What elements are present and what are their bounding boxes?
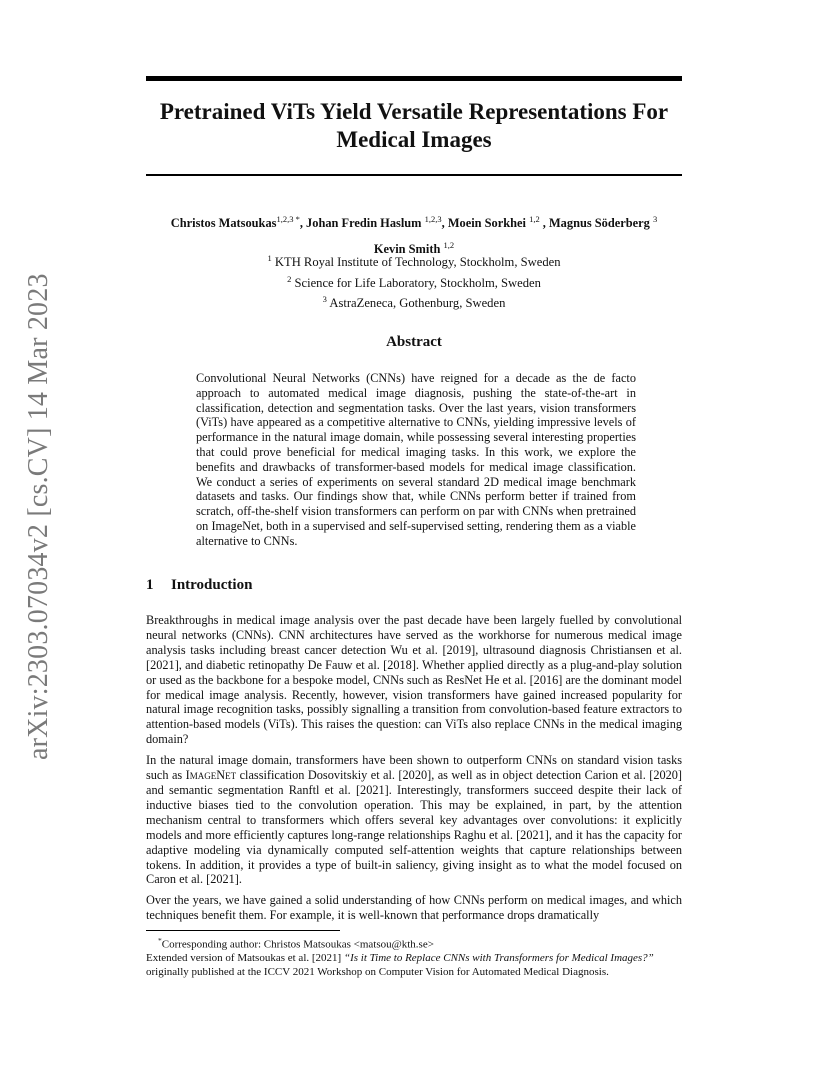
author-affiliation-mark: 1,2,3 *: [276, 214, 300, 224]
affiliation-item: $^1$ KTH Royal Institute of Technology, Stockholm, Sweden: [267, 253, 561, 270]
author-affiliation-mark: 3: [652, 214, 658, 224]
abstract-text: Convolutional Neural Networks (CNNs) have reigned for a decade as the de facto approach to automated medical image diagnosis, pushing the state-of-the-art in classification, detection and segmentation tasks. Over the last years, vision transformers (ViTs) have appeared as a competitive alternative to CNNs, yielding impressive levels of performance in the natural image domain, while possessing several interesting properties that could prove beneficial for medical imaging tasks. In this work, we explore the benefits and drawbacks of transformer-based models for medical image classification. We conduct a series of experiments on several standard 2D medical image benchmark datasets and tasks. Our findings show that, while CNNs perform better if trained from scratch, off-the-shelf vision transformers can perform on par with CNNs when pretrained on ImageNet, both in a supervised and self-supervised setting, rendering them as a viable alternative to CNNs.: [196, 371, 636, 548]
affiliation-item: $^2$ Science for Life Laboratory, Stockholm, Sweden: [287, 273, 541, 290]
paragraph: Breakthroughs in medical image analysis over the past decade have been largely fuelled by convolutional neural networks (CNNs). CNN architectures have served as the workhorse for numerous medical image analysis tasks including breast cancer detection Wu et al. [2019], ultrasound diagnosis Christiansen et al. [2021], and diabetic retinopathy De Fauw et al. [2018]. Whether applied directly as a plug-and-play solution or used as the backbone for a bespoke model, CNNs such as ResNet He et al. [2016] are the dominant model for medical image analysis. Recently, however, vision transformers have gained increased popularity for natural image recognition tasks, possibly signalling a transition from convolution-based feature extractors to attention-based models (ViTs). This raises the question: can ViTs also replace CNNs in the medical imaging domain?: [146, 613, 682, 747]
author-name: Kevin Smith: [373, 242, 441, 257]
footnote-rule: [146, 930, 340, 931]
author-name: Moein Sorkhei: [447, 216, 526, 231]
section-heading: [146, 577, 252, 594]
paragraph: Over the years, we have gained a solid understanding of how CNNs perform on medical images, and which techniques benefit them. For example, it is well-known that performance drops dramatically: [146, 893, 682, 923]
author-name: Christos Matsoukas: [170, 216, 277, 231]
extended-title: “Is it Time to Replace CNNs with Transformers for Medical Images?”: [343, 952, 654, 965]
footnotes: [146, 934, 686, 980]
author-name: Magnus Söderberg: [548, 216, 650, 231]
author-list: Christos Matsoukas$^{1,2,3 *}$, Johan Fredin Haslum $^{1,2,3}$, Moein Sorkhei $^{1,2}$ , Magnus Söderberg $^3$ Kevin Smith $^{1,2}$: [170, 214, 658, 257]
affiliation-item: $^3$ AstraZeneca, Gothenburg, Sweden: [322, 294, 506, 311]
title-top-rule: [146, 76, 682, 81]
section-title: Introduction: [171, 577, 253, 593]
affiliation-list: [146, 250, 682, 312]
footnote-corresponding: *Corresponding author: Christos Matsoukas <matsou@kth.se>: [158, 936, 434, 951]
dataset-name: ImageNet: [185, 768, 237, 783]
section-number: 1: [146, 577, 154, 593]
title-bottom-rule: [146, 174, 682, 176]
footnote-extended-venue: originally published at the ICCV 2021 Workshop on Computer Vision for Automated Medical Diagnosis.: [146, 966, 609, 979]
paper-title: Pretrained ViTs Yield Versatile Representations For Medical Images: [159, 99, 669, 152]
paragraph: In the natural image domain, transformers have been shown to outperform CNNs on standard vision tasks such as ImageNet classification Dosovitskiy et al. [2020], as well as in object detection Carion et al. [2020] and semantic segmentation Ranftl et al. [2021]. Interestingly, transformers succeed despite their lack of inductive biases tied to the convolution operation. This may be explained, in part, by the attention mechanism central to transformers which offers several key advantages over convolutions: it explicitly models and more efficiently captures long-range relationships Raghu et al. [2021], and it has the capacity for adaptive modeling via dynamically computed self-attention weights that capture relationships between tokens. In addition, it provides a type of built-in saliency, giving insight as to what the model focused on Caron et al. [2021].: [146, 753, 683, 887]
author-affiliation-mark: 1,2: [529, 214, 540, 224]
author-name: Johan Fredin Haslum: [306, 216, 422, 231]
author-affiliation-mark: 1,2,3: [424, 214, 442, 224]
author-affiliation-mark: 1,2: [443, 240, 455, 251]
abstract-heading: Abstract: [386, 334, 442, 350]
footnote-extended: Extended version of Matsoukas et al. [2021] “Is it Time to Replace CNNs with Transformers for Medical Images?”: [146, 952, 654, 965]
arxiv-identifier: arXiv:2303.07034v2 [cs.CV] 14 Mar 2023: [23, 273, 54, 760]
body-text: [146, 613, 682, 929]
